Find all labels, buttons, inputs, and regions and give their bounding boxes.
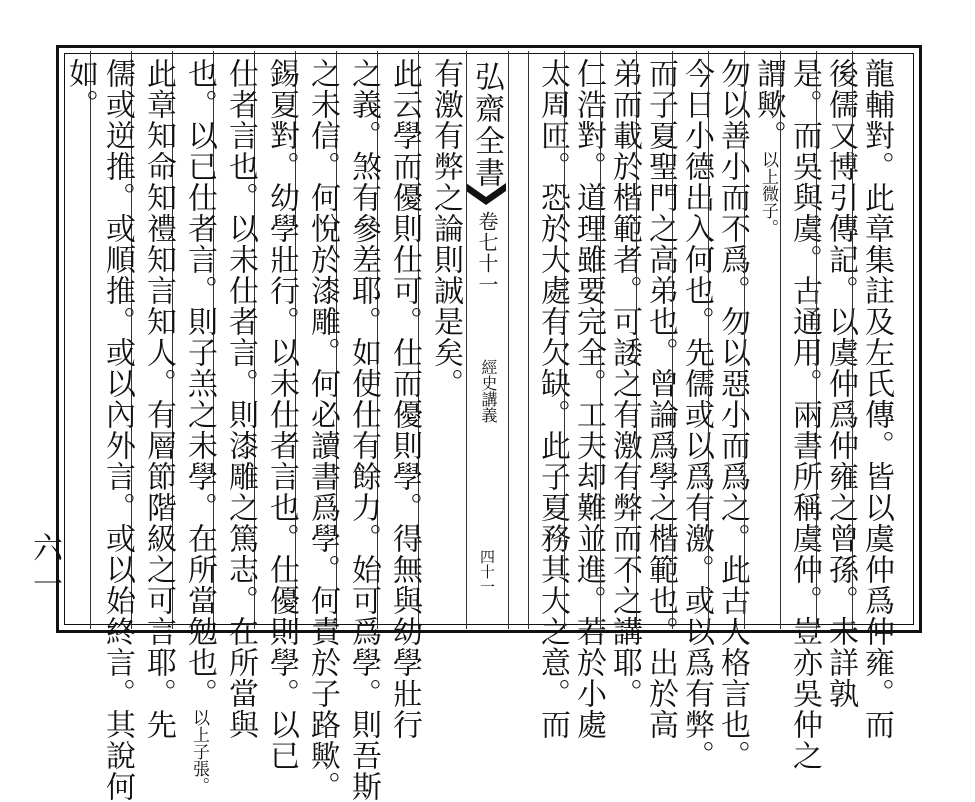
column-rule [708, 51, 709, 629]
text-column: 太周匝。恐於大處有欠缺。此子夏務其大之意。而 [535, 58, 570, 740]
attribution-note: 以上微子。 [758, 151, 778, 236]
column-rule [600, 51, 601, 629]
text-column: 有激有弊之論則誠是矣。 [428, 58, 463, 399]
column-rule [816, 51, 817, 629]
volume-label: 卷七十一 [475, 211, 499, 295]
book-title: 弘齋全書 [469, 61, 504, 189]
text-column: 如。 [63, 58, 98, 120]
attribution-note: 以上子張。 [189, 709, 209, 794]
column-rule [744, 51, 745, 629]
text-column: 儒或逆推。或順推。或以內外言。或以始終言。其說何 [100, 58, 135, 802]
text-column: 龍輔對。此章集註及左氏傳。皆以虞仲爲仲雍。而 [859, 58, 894, 740]
leaf-number: 四十一 [478, 549, 496, 594]
text-column: 而子夏聖門之高弟也。曾論爲學之楷範也。出於高 [643, 58, 678, 740]
center-rule-left [466, 51, 467, 629]
column-text: 謂歟。 [751, 58, 786, 151]
text-column: 後儒又博引傳記。以虞仲爲仲雍之曾孫。未詳孰 [823, 58, 858, 709]
text-column: 是。而吳與虞。古通用。兩書所稱虞仲。豈亦吳仲之 [787, 58, 822, 771]
column-rule [636, 51, 637, 629]
text-column: 此章知命知禮知言知人。有層節階級之可言耶。先 [141, 58, 176, 740]
column-text: 也。以已仕者言。則子羔之未學。在所當勉也。 [182, 58, 217, 709]
text-column: 仁浩對。道理雖要完全。工夫却難並進。若於小處 [571, 58, 606, 740]
text-column: 仕者言也。以未仕者言。則漆雕之篤志。在所當與 [223, 58, 258, 740]
section-label: 經史講義 [479, 359, 498, 423]
column-rule [852, 51, 853, 629]
page-number: 六一 [27, 532, 62, 604]
column-rule [672, 51, 673, 629]
text-column: 弟而載於楷範者。可諉之有激有弊而不之講耶。 [607, 58, 642, 709]
text-column [181, 58, 217, 794]
column-rule [780, 51, 781, 629]
text-column: 此云學而優則仕可。仕而優則學。得無與幼學壯行 [387, 58, 422, 740]
center-band [466, 51, 506, 629]
text-column: 錫夏對。幼學壯行。以未仕者言也。仕優則學。以已 [264, 58, 299, 771]
text-column: 今日小德出入何也。先儒或以爲有激。或以爲有弊。 [679, 58, 714, 771]
text-column: 勿以善小而不爲。勿以惡小而爲之。此古人格言也。 [715, 58, 750, 771]
fish-tail-ornament [466, 183, 506, 207]
column-rule [564, 51, 565, 629]
text-column: 之未信。何悅於漆雕。何必讀書爲學。何責於子路歟。 [305, 58, 340, 802]
column-rule [528, 51, 529, 629]
text-column: 之義。煞有參差耶。如使仕有餘力。始可爲學。則吾斯 [346, 58, 381, 802]
center-rule-right [508, 51, 509, 629]
